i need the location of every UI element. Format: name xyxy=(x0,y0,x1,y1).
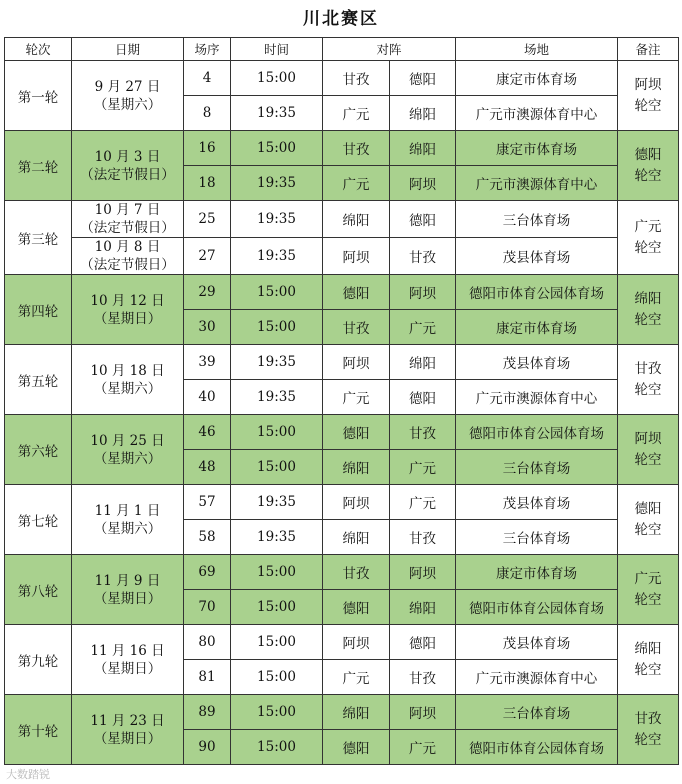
round-cell: 第八轮 xyxy=(5,555,72,625)
venue-cell: 茂县体育场 xyxy=(456,625,618,660)
date-line: （星期六） xyxy=(93,450,162,467)
time-cell: 19:35 xyxy=(231,380,323,415)
note-cell xyxy=(618,61,679,131)
home-team-cell: 阿坝 xyxy=(323,625,390,660)
round-cell: 第六轮 xyxy=(5,415,72,485)
date-line: 11 月 1 日 xyxy=(94,502,161,519)
round-cell: 第一轮 xyxy=(5,61,72,131)
date-line: （星期六） xyxy=(93,520,162,537)
time-cell: 15:00 xyxy=(231,415,323,450)
header-venue: 场地 xyxy=(456,38,618,61)
date-cell xyxy=(72,695,184,765)
time-cell: 15:00 xyxy=(231,275,323,310)
header-matchup: 对阵 xyxy=(323,38,456,61)
round-cell: 第九轮 xyxy=(5,625,72,695)
away-team-cell: 甘孜 xyxy=(390,238,456,275)
note-line: 广元 xyxy=(634,570,662,587)
table-row xyxy=(5,695,679,730)
venue-cell: 康定市体育场 xyxy=(456,61,618,96)
watermark-text: 大数踏锐 xyxy=(6,768,50,781)
match-no-cell: 16 xyxy=(184,131,231,166)
away-team-cell: 广元 xyxy=(390,450,456,485)
time-cell: 15:00 xyxy=(231,310,323,345)
date-line: 11 月 23 日 xyxy=(90,712,165,729)
date-cell xyxy=(72,485,184,555)
home-team-cell: 德阳 xyxy=(323,415,390,450)
date-cell xyxy=(72,61,184,131)
header-time: 时间 xyxy=(231,38,323,61)
time-cell: 15:00 xyxy=(231,660,323,695)
round-cell: 第七轮 xyxy=(5,485,72,555)
away-team-cell: 阿坝 xyxy=(390,275,456,310)
venue-cell: 德阳市体育公园体育场 xyxy=(456,275,618,310)
date-cell xyxy=(72,415,184,485)
table-row xyxy=(5,275,679,310)
note-line: 轮空 xyxy=(634,451,662,468)
venue-cell: 三台体育场 xyxy=(456,201,618,238)
date-line: （法定节假日） xyxy=(80,220,175,236)
home-team-cell: 阿坝 xyxy=(323,238,390,275)
round-cell: 第十轮 xyxy=(5,695,72,765)
home-team-cell: 广元 xyxy=(323,380,390,415)
time-cell: 19:35 xyxy=(231,201,323,238)
note-line: 轮空 xyxy=(634,97,662,114)
match-no-cell: 69 xyxy=(184,555,231,590)
note-cell xyxy=(618,345,679,415)
date-cell xyxy=(72,625,184,695)
home-team-cell: 绵阳 xyxy=(323,695,390,730)
match-no-cell: 4 xyxy=(184,61,231,96)
note-line: 绵阳 xyxy=(634,290,662,307)
match-no-cell: 81 xyxy=(184,660,231,695)
time-cell: 15:00 xyxy=(231,730,323,765)
venue-cell: 茂县体育场 xyxy=(456,345,618,380)
note-line: 甘孜 xyxy=(634,710,662,727)
away-team-cell: 绵阳 xyxy=(390,96,456,131)
home-team-cell: 甘孜 xyxy=(323,61,390,96)
time-cell: 15:00 xyxy=(231,625,323,660)
time-cell: 19:35 xyxy=(231,345,323,380)
venue-cell: 茂县体育场 xyxy=(456,238,618,275)
note-cell xyxy=(618,415,679,485)
home-team-cell: 德阳 xyxy=(323,730,390,765)
time-cell: 19:35 xyxy=(231,238,323,275)
venue-cell: 康定市体育场 xyxy=(456,310,618,345)
home-team-cell: 绵阳 xyxy=(323,201,390,238)
home-team-cell: 甘孜 xyxy=(323,555,390,590)
table-row xyxy=(5,625,679,660)
match-no-cell: 39 xyxy=(184,345,231,380)
time-cell: 19:35 xyxy=(231,166,323,201)
time-cell: 15:00 xyxy=(231,555,323,590)
match-no-cell: 58 xyxy=(184,520,231,555)
home-team-cell: 绵阳 xyxy=(323,450,390,485)
home-team-cell: 广元 xyxy=(323,96,390,131)
table-row xyxy=(5,485,679,520)
venue-cell: 三台体育场 xyxy=(456,520,618,555)
away-team-cell: 广元 xyxy=(390,730,456,765)
away-team-cell: 广元 xyxy=(390,310,456,345)
venue-cell: 德阳市体育公园体育场 xyxy=(456,730,618,765)
date-line: 10 月 18 日 xyxy=(90,362,165,379)
away-team-cell: 甘孜 xyxy=(390,520,456,555)
date-line: （星期日） xyxy=(93,730,162,747)
away-team-cell: 绵阳 xyxy=(390,345,456,380)
venue-cell: 广元市澳源体育中心 xyxy=(456,166,618,201)
table-row xyxy=(5,61,679,96)
time-cell: 15:00 xyxy=(231,695,323,730)
away-team-cell: 绵阳 xyxy=(390,590,456,625)
away-team-cell: 德阳 xyxy=(390,380,456,415)
away-team-cell: 德阳 xyxy=(390,61,456,96)
note-line: 轮空 xyxy=(634,311,662,328)
date-line: 11 月 9 日 xyxy=(94,572,161,589)
away-team-cell: 阿坝 xyxy=(390,166,456,201)
away-team-cell: 甘孜 xyxy=(390,415,456,450)
away-team-cell: 甘孜 xyxy=(390,660,456,695)
date-line: 11 月 16 日 xyxy=(90,642,165,659)
match-no-cell: 18 xyxy=(184,166,231,201)
match-no-cell: 46 xyxy=(184,415,231,450)
note-cell xyxy=(618,131,679,201)
date-line: （星期日） xyxy=(93,590,162,607)
table-row xyxy=(5,201,679,238)
time-cell: 15:00 xyxy=(231,131,323,166)
away-team-cell: 绵阳 xyxy=(390,131,456,166)
date-cell xyxy=(72,131,184,201)
time-cell: 19:35 xyxy=(231,96,323,131)
date-line: （星期日） xyxy=(93,310,162,327)
away-team-cell: 德阳 xyxy=(390,625,456,660)
note-line: 德阳 xyxy=(634,146,662,163)
round-cell: 第三轮 xyxy=(5,201,72,275)
time-cell: 15:00 xyxy=(231,61,323,96)
note-line: 轮空 xyxy=(634,167,662,184)
match-no-cell: 40 xyxy=(184,380,231,415)
note-line: 阿坝 xyxy=(634,76,662,93)
note-line: 轮空 xyxy=(634,591,662,608)
venue-cell: 广元市澳源体育中心 xyxy=(456,660,618,695)
table-row xyxy=(5,415,679,450)
note-line: 甘孜 xyxy=(634,360,662,377)
time-cell: 19:35 xyxy=(231,485,323,520)
time-cell: 15:00 xyxy=(231,590,323,625)
home-team-cell: 甘孜 xyxy=(323,310,390,345)
away-team-cell: 德阳 xyxy=(390,201,456,238)
note-line: 轮空 xyxy=(634,731,662,748)
venue-cell: 三台体育场 xyxy=(456,450,618,485)
date-line: （星期六） xyxy=(93,96,162,113)
home-team-cell: 广元 xyxy=(323,166,390,201)
home-team-cell: 广元 xyxy=(323,660,390,695)
date-line: 10 月 7 日 xyxy=(94,202,161,218)
match-no-cell: 89 xyxy=(184,695,231,730)
note-line: 阿坝 xyxy=(634,430,662,447)
home-team-cell: 德阳 xyxy=(323,590,390,625)
date-line: 9 月 27 日 xyxy=(94,78,161,95)
match-no-cell: 48 xyxy=(184,450,231,485)
date-cell xyxy=(72,345,184,415)
date-line: 10 月 8 日 xyxy=(94,239,161,255)
match-no-cell: 8 xyxy=(184,96,231,131)
match-no-cell: 57 xyxy=(184,485,231,520)
away-team-cell: 广元 xyxy=(390,485,456,520)
time-cell: 15:00 xyxy=(231,450,323,485)
note-line: 轮空 xyxy=(634,521,662,538)
schedule-body xyxy=(5,61,679,765)
note-line: 广元 xyxy=(634,218,662,235)
note-cell xyxy=(618,201,679,275)
note-cell xyxy=(618,485,679,555)
venue-cell: 康定市体育场 xyxy=(456,131,618,166)
round-cell: 第四轮 xyxy=(5,275,72,345)
home-team-cell: 甘孜 xyxy=(323,131,390,166)
home-team-cell: 绵阳 xyxy=(323,520,390,555)
match-no-cell: 90 xyxy=(184,730,231,765)
header-note: 备注 xyxy=(618,38,679,61)
note-line: 轮空 xyxy=(634,661,662,678)
venue-cell: 德阳市体育公园体育场 xyxy=(456,590,618,625)
time-cell: 19:35 xyxy=(231,520,323,555)
header-round: 轮次 xyxy=(5,38,72,61)
note-line: 德阳 xyxy=(634,500,662,517)
date-line: （法定节假日） xyxy=(80,257,175,273)
away-team-cell: 阿坝 xyxy=(390,555,456,590)
match-no-cell: 29 xyxy=(184,275,231,310)
table-row xyxy=(5,345,679,380)
match-no-cell: 80 xyxy=(184,625,231,660)
venue-cell: 德阳市体育公园体育场 xyxy=(456,415,618,450)
table-row xyxy=(5,555,679,590)
home-team-cell: 阿坝 xyxy=(323,345,390,380)
away-team-cell: 阿坝 xyxy=(390,695,456,730)
table-row xyxy=(5,238,679,275)
round-cell: 第二轮 xyxy=(5,131,72,201)
date-cell xyxy=(72,275,184,345)
header-row xyxy=(5,38,679,61)
date-cell xyxy=(72,555,184,625)
note-cell xyxy=(618,555,679,625)
round-cell: 第五轮 xyxy=(5,345,72,415)
date-line: 10 月 12 日 xyxy=(90,292,165,309)
note-cell xyxy=(618,695,679,765)
header-match-no: 场序 xyxy=(184,38,231,61)
note-line: 轮空 xyxy=(634,381,662,398)
note-cell xyxy=(618,625,679,695)
venue-cell: 茂县体育场 xyxy=(456,485,618,520)
date-cell xyxy=(72,238,184,275)
note-cell xyxy=(618,275,679,345)
date-line: （星期日） xyxy=(93,660,162,677)
note-line: 轮空 xyxy=(634,239,662,256)
home-team-cell: 德阳 xyxy=(323,275,390,310)
match-no-cell: 27 xyxy=(184,238,231,275)
venue-cell: 广元市澳源体育中心 xyxy=(456,380,618,415)
match-no-cell: 25 xyxy=(184,201,231,238)
venue-cell: 三台体育场 xyxy=(456,695,618,730)
match-no-cell: 70 xyxy=(184,590,231,625)
date-line: 10 月 3 日 xyxy=(94,148,161,165)
home-team-cell: 阿坝 xyxy=(323,485,390,520)
note-line: 绵阳 xyxy=(634,640,662,657)
schedule-table xyxy=(4,37,679,765)
date-line: （星期六） xyxy=(93,380,162,397)
date-line: 10 月 25 日 xyxy=(90,432,165,449)
match-no-cell: 30 xyxy=(184,310,231,345)
date-cell xyxy=(72,201,184,238)
page-title: 川北赛区 xyxy=(303,9,379,29)
venue-cell: 广元市澳源体育中心 xyxy=(456,96,618,131)
table-row xyxy=(5,131,679,166)
date-line: （法定节假日） xyxy=(80,166,175,183)
header-date: 日期 xyxy=(72,38,184,61)
venue-cell: 康定市体育场 xyxy=(456,555,618,590)
